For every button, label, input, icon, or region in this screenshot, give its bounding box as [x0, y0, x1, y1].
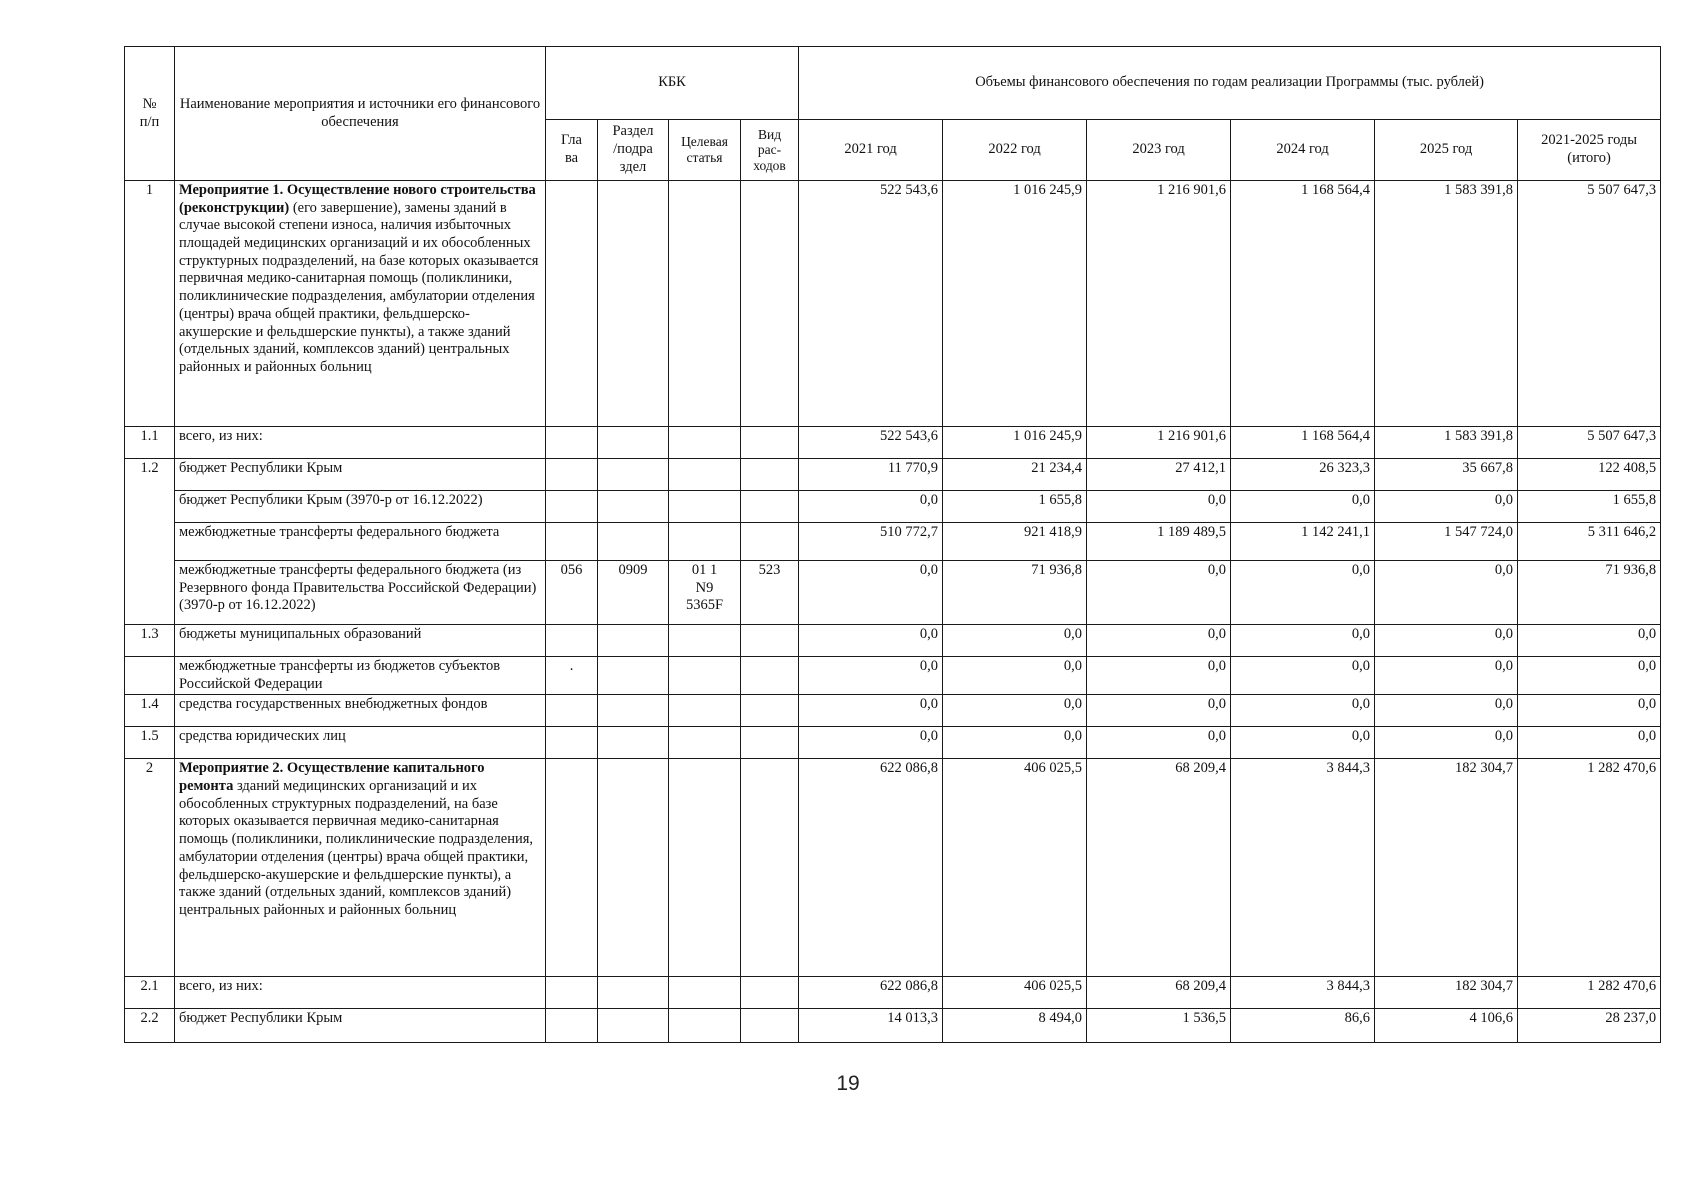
- value-cell: 86,6: [1231, 1009, 1375, 1043]
- value-cell: 0,0: [1375, 491, 1518, 523]
- value-cell: 0,0: [1231, 657, 1375, 695]
- table-body: [125, 181, 1661, 1043]
- header-year: 2023 год: [1087, 120, 1231, 181]
- header-year: 2022 год: [943, 120, 1087, 181]
- value-cell: 522 543,6: [799, 427, 943, 459]
- header-kbk-text: КБК: [658, 74, 686, 91]
- row-name: [175, 657, 546, 695]
- value-cell: 1 583 391,8: [1375, 181, 1518, 427]
- row-name-text: бюджеты муниципальных образований: [179, 626, 422, 642]
- value-cell: 71 936,8: [1518, 561, 1661, 625]
- kbk-cell: 523: [741, 561, 799, 625]
- value-cell: 0,0: [799, 491, 943, 523]
- value-cell: 68 209,4: [1087, 977, 1231, 1009]
- row-number: 2: [125, 759, 175, 977]
- table-row: [125, 459, 1661, 491]
- kbk-cell: [598, 695, 669, 727]
- value-cell: 27 412,1: [1087, 459, 1231, 491]
- row-name-text: межбюджетные трансферты федерального бюджета (из Резервного фонда Правительства Российской Федерации) (3970-р от 16.12.2022): [179, 562, 537, 614]
- header-volumes: [799, 47, 1661, 120]
- value-cell: 68 209,4: [1087, 759, 1231, 977]
- value-cell: 11 770,9: [799, 459, 943, 491]
- kbk-cell: [669, 427, 741, 459]
- kbk-cell: [546, 427, 598, 459]
- row-name-text: бюджет Республики Крым: [179, 1010, 343, 1027]
- kbk-cell: [741, 657, 799, 695]
- value-cell: 26 323,3: [1231, 459, 1375, 491]
- kbk-cell: 01 1 N9 5365F: [669, 561, 741, 625]
- value-cell: 1 282 470,6: [1518, 977, 1661, 1009]
- value-cell: 0,0: [1231, 491, 1375, 523]
- header-year: 2021-2025 годы (итого): [1518, 120, 1661, 181]
- kbk-cell: [669, 459, 741, 491]
- value-cell: 0,0: [1518, 625, 1661, 657]
- kbk-cell: [669, 657, 741, 695]
- value-cell: 0,0: [1518, 657, 1661, 695]
- kbk-cell: [598, 625, 669, 657]
- row-name-text: зданий медицинских организаций и их обособленных структурных подразделений, на базе которых оказывается первичная медико-санитарная помощь (поликлиники, поликлинические подразделения, амбулатории отделения (центры) врача общей практики, фельдшерско-акушерские и фельдшерские пункты), а также зданий (отдельных зданий, комплексов зданий) центральных районных и районных больниц: [179, 778, 534, 918]
- header-number-text: № п/п: [139, 95, 160, 130]
- row-name-text: межбюджетные трансферты из бюджетов субъектов Российской Федерации: [179, 658, 501, 692]
- kbk-cell: 056: [546, 561, 598, 625]
- value-cell: 0,0: [799, 625, 943, 657]
- value-cell: 0,0: [1087, 727, 1231, 759]
- value-cell: 1 583 391,8: [1375, 427, 1518, 459]
- kbk-cell: [741, 695, 799, 727]
- kbk-cell: [598, 181, 669, 427]
- row-name: [175, 695, 546, 727]
- kbk-cell: [598, 491, 669, 523]
- kbk-cell: [669, 1009, 741, 1043]
- value-cell: 14 013,3: [799, 1009, 943, 1043]
- row-number: 1: [125, 181, 175, 427]
- value-cell: 406 025,5: [943, 977, 1087, 1009]
- kbk-cell: [598, 1009, 669, 1043]
- value-cell: 0,0: [943, 727, 1087, 759]
- value-cell: 0,0: [1375, 657, 1518, 695]
- kbk-cell: [741, 625, 799, 657]
- row-number: 2.2: [125, 1009, 175, 1043]
- table-row: [125, 523, 1661, 561]
- kbk-cell: [741, 523, 799, 561]
- value-cell: 0,0: [943, 625, 1087, 657]
- kbk-cell: 0909: [598, 561, 669, 625]
- value-cell: 1 142 241,1: [1231, 523, 1375, 561]
- kbk-cell: [669, 759, 741, 977]
- value-cell: 622 086,8: [799, 977, 943, 1009]
- value-cell: 71 936,8: [943, 561, 1087, 625]
- kbk-cell: [741, 759, 799, 977]
- row-name: [175, 625, 546, 657]
- table-row: [125, 977, 1661, 1009]
- row-name: [175, 181, 546, 427]
- row-name: [175, 1009, 546, 1043]
- value-cell: 1 016 245,9: [943, 181, 1087, 427]
- kbk-cell: [741, 459, 799, 491]
- value-cell: 0,0: [1231, 727, 1375, 759]
- header-year: 2025 год: [1375, 120, 1518, 181]
- row-name-text: средства юридических лиц: [179, 728, 346, 745]
- value-cell: 1 189 489,5: [1087, 523, 1231, 561]
- row-name: [175, 459, 546, 491]
- kbk-cell: [546, 459, 598, 491]
- header-kbk-col: Гла ва: [546, 120, 598, 181]
- row-number: 1.2: [125, 459, 175, 625]
- page-number: 19: [836, 1072, 860, 1095]
- value-cell: 1 016 245,9: [943, 427, 1087, 459]
- value-cell: 1 168 564,4: [1231, 181, 1375, 427]
- kbk-cell: [598, 977, 669, 1009]
- row-number: [125, 657, 175, 695]
- value-cell: 406 025,5: [943, 759, 1087, 977]
- kbk-cell: .: [546, 657, 598, 695]
- value-cell: 0,0: [1231, 695, 1375, 727]
- value-cell: 0,0: [799, 727, 943, 759]
- value-cell: 4 106,6: [1375, 1009, 1518, 1043]
- value-cell: 0,0: [1087, 561, 1231, 625]
- row-name: [175, 491, 546, 523]
- header-year: 2024 год: [1231, 120, 1375, 181]
- value-cell: 182 304,7: [1375, 977, 1518, 1009]
- header-kbk: [546, 47, 799, 120]
- table-row: [125, 427, 1661, 459]
- value-cell: 1 547 724,0: [1375, 523, 1518, 561]
- value-cell: 0,0: [943, 657, 1087, 695]
- value-cell: 1 216 901,6: [1087, 181, 1231, 427]
- kbk-cell: [598, 523, 669, 561]
- kbk-cell: [546, 1009, 598, 1043]
- kbk-cell: [669, 491, 741, 523]
- value-cell: 28 237,0: [1518, 1009, 1661, 1043]
- header-number: [125, 47, 175, 181]
- row-name-text: всего, из них:: [179, 428, 263, 444]
- kbk-cell: [598, 459, 669, 491]
- value-cell: 622 086,8: [799, 759, 943, 977]
- row-name-text: средства государственных внебюджетных фондов: [179, 696, 488, 713]
- table-row: [125, 759, 1661, 977]
- value-cell: 1 216 901,6: [1087, 427, 1231, 459]
- kbk-cell: [741, 727, 799, 759]
- value-cell: 0,0: [1375, 727, 1518, 759]
- kbk-cell: [741, 427, 799, 459]
- value-cell: 0,0: [1231, 625, 1375, 657]
- value-cell: 510 772,7: [799, 523, 943, 561]
- row-number: 1.5: [125, 727, 175, 759]
- kbk-cell: [546, 625, 598, 657]
- kbk-cell: [598, 759, 669, 977]
- kbk-cell: [598, 727, 669, 759]
- row-name-text: межбюджетные трансферты федерального бюджета: [179, 524, 500, 540]
- value-cell: 0,0: [799, 695, 943, 727]
- header-volumes-text: Объемы финансового обеспечения по годам реализации Программы (тыс. рублей): [975, 74, 1484, 91]
- kbk-cell: [669, 695, 741, 727]
- value-cell: 8 494,0: [943, 1009, 1087, 1043]
- kbk-cell: [669, 181, 741, 427]
- header-name: [175, 47, 546, 181]
- value-cell: 522 543,6: [799, 181, 943, 427]
- row-number: 1.4: [125, 695, 175, 727]
- value-cell: 1 536,5: [1087, 1009, 1231, 1043]
- header-name-text: Наименование мероприятия и источники его финансового обеспечения: [179, 95, 541, 130]
- value-cell: 122 408,5: [1518, 459, 1661, 491]
- kbk-cell: [546, 695, 598, 727]
- value-cell: 5 507 647,3: [1518, 427, 1661, 459]
- kbk-cell: [741, 491, 799, 523]
- financing-table: [124, 46, 1661, 1043]
- value-cell: 1 168 564,4: [1231, 427, 1375, 459]
- row-number: 2.1: [125, 977, 175, 1009]
- value-cell: 0,0: [1087, 625, 1231, 657]
- kbk-cell: [546, 491, 598, 523]
- table-header: [125, 47, 1661, 181]
- value-cell: 0,0: [1375, 561, 1518, 625]
- table-row: [125, 625, 1661, 657]
- row-name: [175, 727, 546, 759]
- value-cell: 0,0: [943, 695, 1087, 727]
- value-cell: 1 655,8: [943, 491, 1087, 523]
- row-name-text: всего, из них:: [179, 978, 263, 995]
- value-cell: 0,0: [1518, 727, 1661, 759]
- row-name-text: (его завершение), замены зданий в случае высокой степени износа, наличия избыточных площадей медицинских организаций и их обособленных структурных подразделений, на базе которых оказывается первичная медико-санитарная помощь (поликлиники, поликлинические подразделения, амбулатории отделения (центры) врача общей практики, фельдшерско-акушерские и фельдшерские пункты), а также зданий (отдельных зданий, комплексов зданий) центральных районных и районных больниц: [179, 199, 539, 375]
- row-name-text: бюджет Республики Крым (3970-р от 16.12.2022): [179, 492, 483, 508]
- header-kbk-col: Целевая статья: [669, 120, 741, 181]
- value-cell: 1 655,8: [1518, 491, 1661, 523]
- table-row: [125, 181, 1661, 427]
- value-cell: 0,0: [1375, 695, 1518, 727]
- header-year: 2021 год: [799, 120, 943, 181]
- row-name: [175, 427, 546, 459]
- value-cell: 5 311 646,2: [1518, 523, 1661, 561]
- kbk-cell: [546, 181, 598, 427]
- value-cell: 0,0: [1231, 561, 1375, 625]
- kbk-cell: [598, 427, 669, 459]
- row-number: 1.3: [125, 625, 175, 657]
- kbk-cell: [546, 727, 598, 759]
- table-row: [125, 1009, 1661, 1043]
- row-number: 1.1: [125, 427, 175, 459]
- kbk-cell: [546, 977, 598, 1009]
- row-name: [175, 759, 546, 977]
- value-cell: 0,0: [1518, 695, 1661, 727]
- kbk-cell: [669, 977, 741, 1009]
- value-cell: 3 844,3: [1231, 759, 1375, 977]
- row-name-bold: Мероприятие 2. Осуществление капитального ремонта: [179, 760, 485, 795]
- value-cell: 35 667,8: [1375, 459, 1518, 491]
- kbk-cell: [669, 625, 741, 657]
- value-cell: 0,0: [1375, 625, 1518, 657]
- kbk-cell: [741, 977, 799, 1009]
- value-cell: 0,0: [799, 561, 943, 625]
- row-name-bold: Мероприятие 1. Осуществление нового строительства (реконструкции): [179, 182, 536, 216]
- row-name-text: бюджет Республики Крым: [179, 460, 343, 476]
- table-row: [125, 561, 1661, 625]
- table-row: [125, 695, 1661, 727]
- kbk-cell: [741, 1009, 799, 1043]
- kbk-cell: [741, 181, 799, 427]
- value-cell: 182 304,7: [1375, 759, 1518, 977]
- header-kbk-col: Раздел /подра здел: [598, 120, 669, 181]
- kbk-cell: [546, 523, 598, 561]
- row-name: [175, 523, 546, 561]
- value-cell: 5 507 647,3: [1518, 181, 1661, 427]
- kbk-cell: [669, 523, 741, 561]
- row-name: [175, 977, 546, 1009]
- value-cell: 21 234,4: [943, 459, 1087, 491]
- value-cell: 0,0: [1087, 695, 1231, 727]
- kbk-cell: [546, 759, 598, 977]
- value-cell: 921 418,9: [943, 523, 1087, 561]
- kbk-cell: [598, 657, 669, 695]
- value-cell: 0,0: [799, 657, 943, 695]
- table-row: [125, 491, 1661, 523]
- table-row: [125, 727, 1661, 759]
- value-cell: 0,0: [1087, 491, 1231, 523]
- value-cell: 1 282 470,6: [1518, 759, 1661, 977]
- table-row: [125, 657, 1661, 695]
- value-cell: 0,0: [1087, 657, 1231, 695]
- kbk-cell: [669, 727, 741, 759]
- row-name: [175, 561, 546, 625]
- header-kbk-col: Вид рас- ходов: [741, 120, 799, 181]
- value-cell: 3 844,3: [1231, 977, 1375, 1009]
